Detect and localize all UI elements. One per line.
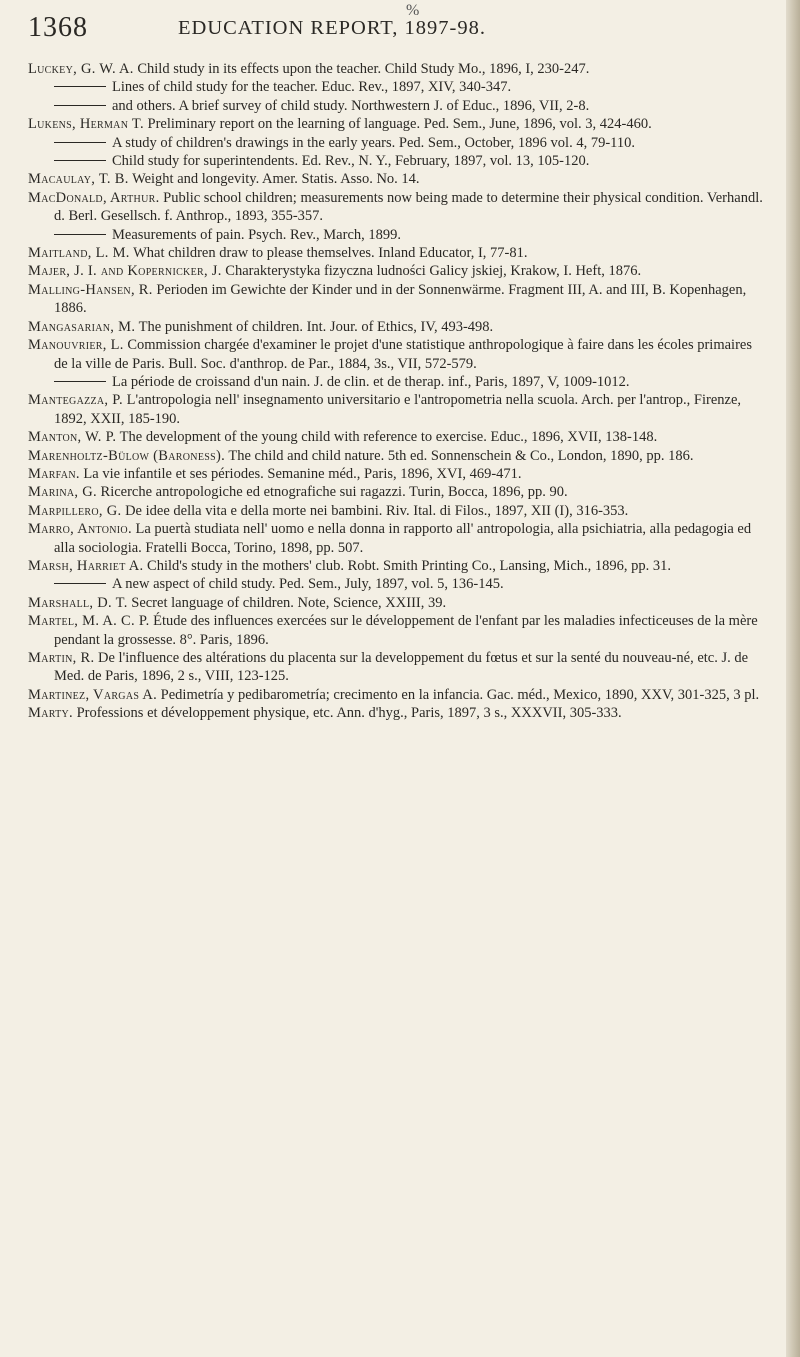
bibliography-entry: [28, 134, 768, 152]
entry-author: Lukens, Herman T.: [28, 116, 144, 133]
entry-author: Marshall, D. T.: [28, 594, 128, 611]
entry-author: Manton, W. P.: [28, 429, 117, 446]
bibliography-entry: [28, 649, 768, 686]
page-header: [28, 8, 748, 48]
entry-text: De l'influence des altérations du placenta sur la developpement du fœtus et sur la senté du nouveau-né, etc. J. de Med. de Paris, 1896, 2 s., VIII, 123-125.: [54, 650, 749, 685]
entry-author: Macaulay, T. B.: [28, 171, 129, 188]
bibliography-entry: [28, 447, 768, 465]
entry-author: Marpillero, G.: [28, 502, 122, 519]
ditto-rule: [54, 583, 106, 584]
entry-text: The child and child nature. 5th ed. Sonnenschein & Co., London, 1890, pp. 186.: [228, 447, 694, 464]
entry-text: Lines of child study for the teacher. Educ. Rev., 1897, XIV, 340-347.: [112, 79, 512, 96]
bibliography-entry: [28, 520, 768, 557]
bibliography-entry: [28, 428, 768, 446]
entry-author: Marty.: [28, 705, 73, 722]
bibliography-entry: [28, 78, 768, 96]
entry-text: De idee della vita e della morte nei bambini. Riv. Ital. di Filos., 1897, XII (I), 316-353.: [125, 502, 629, 519]
entry-author: Malling-Hansen, R.: [28, 281, 153, 298]
bibliography-entry: [28, 318, 768, 336]
bibliography-entry: [28, 281, 768, 318]
bibliography-entry: [28, 502, 768, 520]
entry-text: and others. A brief survey of child study. Northwestern J. of Educ., 1896, VII, 2-8.: [112, 97, 590, 114]
entry-author: Marfan.: [28, 465, 80, 482]
entry-author: Marina, G.: [28, 484, 97, 501]
bibliography-entry: [28, 97, 768, 115]
bibliography-entry: [28, 152, 768, 170]
entry-author: Majer, J. I. and Kopernicker, J.: [28, 263, 222, 280]
running-head: EDUCATION REPORT, 1897-98.: [178, 17, 486, 39]
entry-text: Child study in its effects upon the teacher. Child Study Mo., 1896, I, 230-247.: [137, 61, 590, 77]
entry-author: Manouvrier, L.: [28, 337, 124, 354]
bibliography-entry: [28, 557, 768, 575]
entry-author: Martinez, Vargas A.: [28, 686, 158, 703]
entry-text: La vie infantile et ses périodes. Semanine méd., Paris, 1896, XVI, 469-471.: [83, 465, 522, 482]
entry-author: Marenholtz-Bülow (Baroness).: [28, 447, 225, 464]
ditto-rule: [54, 160, 106, 161]
entry-author: Martel, M. A. C. P.: [28, 613, 150, 630]
ditto-rule: [54, 142, 106, 143]
bibliography-entry: [28, 226, 768, 244]
entry-text: Child's study in the mothers' club. Robt. Smith Printing Co., Lansing, Mich., 1896, pp. 31.: [147, 557, 672, 574]
entry-text: La période de croissand d'un nain. J. de clin. et de therap. inf., Paris, 1897, V, 1009-1012.: [112, 373, 630, 390]
entry-text: Measurements of pain. Psych. Rev., March, 1899.: [112, 226, 402, 243]
entry-text: Charakterystyka fizyczna ludności Galicy jskiej, Krakow, I. Heft, 1876.: [225, 263, 642, 280]
entry-author: Marsh, Harriet A.: [28, 557, 144, 574]
entry-author: Martin, R.: [28, 650, 95, 666]
entry-text: Commission chargée d'examiner le projet d'une statistique anthropologique à faire dans les écoles primaires de la ville de Paris. Bull. Soc. d'anthrop. de Par., 1884, 3s., VII, 572-579.: [54, 337, 752, 372]
bibliography-entry: [28, 60, 768, 78]
entry-author: Mantegazza, P.: [28, 392, 123, 409]
bibliography-entry: [28, 115, 768, 133]
entry-text: Pedimetría y pedibarometría; crecimento en la infancia. Gac. méd., Mexico, 1890, XXV, 301-325, 3 pl.: [160, 686, 760, 703]
entry-author: MacDonald, Arthur.: [28, 189, 160, 206]
entry-text: The punishment of children. Int. Jour. of Ethics, IV, 493-498.: [138, 318, 494, 335]
bibliography-entry: [28, 575, 768, 593]
bibliography-entry: [28, 465, 768, 483]
bibliography-entry: [28, 262, 768, 280]
entry-author: Maitland, L. M.: [28, 245, 130, 262]
ditto-rule: [54, 381, 106, 382]
entry-text: Public school children; measurements now being made to determine their physical condition. Verhandl. d. Berl. Gesellsch. f. Anthrop., 1893, 355-357.: [54, 189, 763, 225]
entry-text: What children draw to please themselves. Inland Educator, I, 77-81.: [133, 245, 528, 262]
bibliography-entry: [28, 594, 768, 612]
entry-text: Perioden im Gewichte der Kinder und in der Sonnenwärme. Fragment III, A. and III, B. Kopenhagen, 1886.: [54, 281, 747, 317]
bibliography-list: [28, 60, 768, 723]
entry-text: Étude des influences exercées sur le développement de l'enfant par les maladies infecticeuses de la mère pendant la grossesse. 8°. Paris, 1896.: [54, 613, 758, 648]
entry-text: Preliminary report on the learning of language. Ped. Sem., June, 1896, vol. 3, 424-460.: [147, 116, 652, 133]
bibliography-entry: [28, 336, 768, 373]
bibliography-entry: [28, 686, 768, 704]
entry-author: Marro, Antonio.: [28, 521, 132, 538]
entry-text: Ricerche antropologiche ed etnografiche sui ragazzi. Turin, Bocca, 1896, pp. 90.: [100, 484, 568, 501]
ditto-rule: [54, 234, 106, 235]
entry-text: L'antropologia nell' insegnamento universitario e l'antropometria nella scuola. Arch. per l'antrop., Firenze, 1892, XXII, 185-190.: [54, 392, 742, 427]
bibliography-entry: [28, 483, 768, 501]
bibliography-entry: [28, 244, 768, 262]
entry-text: Weight and longevity. Amer. Statis. Asso. No. 14.: [132, 171, 420, 188]
entry-text: Secret language of children. Note, Science, XXIII, 39.: [131, 594, 447, 611]
entry-text: A study of children's drawings in the early years. Ped. Sem., October, 1896 vol. 4, 79-110.: [112, 134, 635, 151]
entry-text: The development of the young child with reference to exercise. Educ., 1896, XVII, 138-148.: [119, 429, 658, 446]
entry-text: A new aspect of child study. Ped. Sem., July, 1897, vol. 5, 136-145.: [112, 576, 504, 593]
bibliography-entry: [28, 391, 768, 428]
page-number: 1368: [28, 12, 88, 43]
bibliography-entry: [28, 612, 768, 649]
ditto-rule: [54, 105, 106, 106]
entry-author: Mangasarian, M.: [28, 318, 136, 335]
bibliography-entry: [28, 704, 768, 722]
bibliography-entry: [28, 373, 768, 391]
ditto-rule: [54, 86, 106, 87]
entry-text: Child study for superintendents. Ed. Rev., N. Y., February, 1897, vol. 13, 105-120.: [112, 153, 590, 170]
entry-text: Professions et développement physique, etc. Ann. d'hyg., Paris, 1897, 3 s., XXXVII, 305-333.: [76, 705, 622, 722]
bibliography-entry: [28, 189, 768, 226]
entry-text: La puertà studiata nell' uomo e nella donna in rapporto all' antropologia, alla psichiatria, alla pedagogia ed alla sociologia. Fratelli Bocca, Torino, 1898, pp. 507.: [54, 521, 752, 556]
bibliography-entry: [28, 170, 768, 188]
entry-author: Luckey, G. W. A.: [28, 61, 134, 77]
page-edge: [786, 0, 800, 1357]
page-mark: %: [406, 2, 420, 19]
